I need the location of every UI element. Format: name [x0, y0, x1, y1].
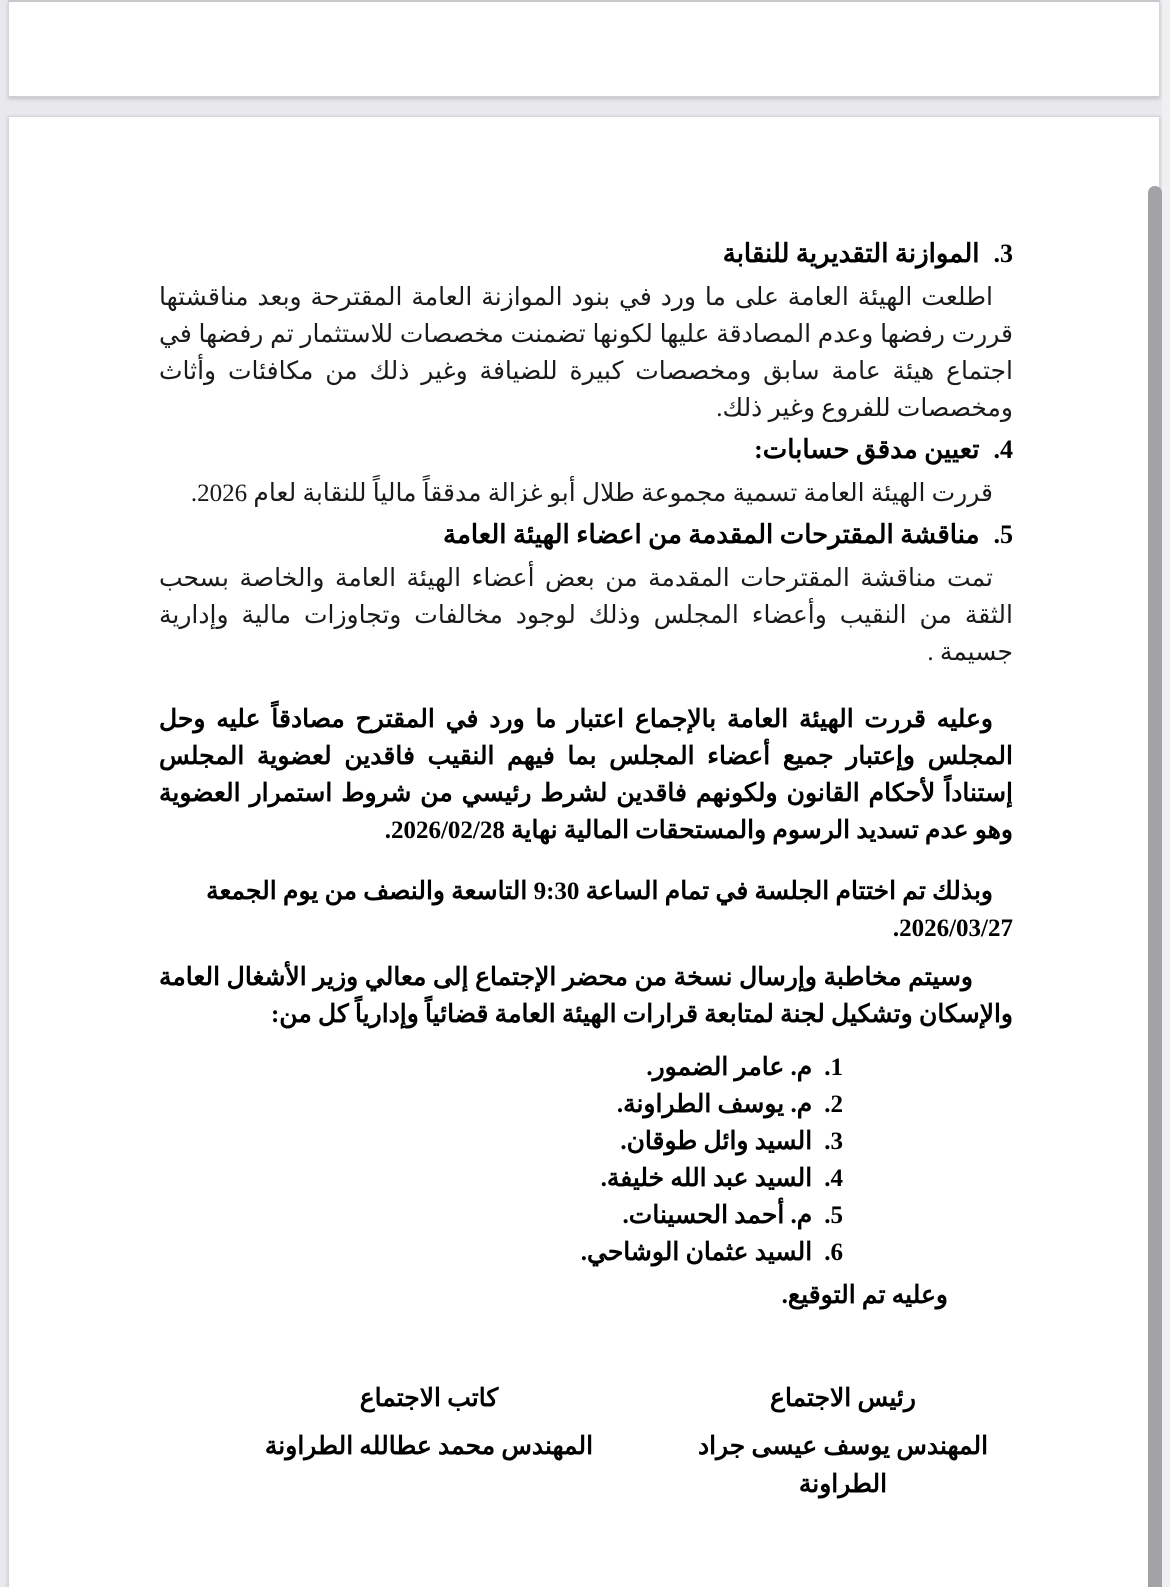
signature-chairman-title: رئيس الاجتماع [770, 1385, 916, 1412]
list-item-number: 2. [824, 1091, 843, 1118]
list-item-number: 5. [824, 1202, 843, 1229]
section-body-4: قررت الهيئة العامة تسمية مجموعة طلال أبو غزالة مدققاً مالياً للنقابة لعام 2026. [190, 480, 993, 507]
signature-block [159, 1380, 1013, 1504]
list-item-number: 1. [824, 1054, 843, 1081]
list-item-number: 3. [824, 1128, 843, 1155]
list-item-number: 6. [824, 1239, 843, 1266]
list-item [159, 1123, 843, 1160]
adjournment-paragraph: وبذلك تم اختتام الجلسة في تمام الساعة 9:30 التاسعة والنصف من يوم الجمعة [206, 878, 993, 905]
section-number: 5. [993, 520, 1013, 549]
followup-paragraph: وسيتم مخاطبة وإرسال نسخة من محضر الإجتماع إلى معالي وزير الأشغال العامة والإسكان وتشكيل لجنة لمتابعة قرارات الهيئة العامة قضائياً وإدارياً كل من: [159, 964, 1013, 1028]
section-body-3: اطلعت الهيئة العامة على ما ورد في بنود الموازنة العامة المقترحة وبعد مناقشتها قررت رفضها وعدم المصادقة عليها لكونها تضمنت مخصصات للاستثمار تم رفضها في اجتماع هيئة عامة سابق ومخصصات كبيرة للضيافة وغير ذلك من مكافئات وأثاث ومخصصات للفروع وغير ذلك. [159, 284, 1013, 422]
section-title: تعيين مدقق حسابات: [754, 435, 980, 464]
signature-secretary-name: المهندس محمد عطالله الطراونة [264, 1433, 594, 1460]
section-heading-3 [159, 235, 1013, 273]
list-item-name: م. يوسف الطراونة. [616, 1091, 813, 1118]
committee-members-list [159, 1049, 843, 1271]
resolution-paragraph: وعليه قررت الهيئة العامة بالإجماع اعتبار ما ورد في المقترح مصادقاً عليه وحل المجلس وإعتبار جميع أعضاء المجلس بما فيهم النقيب فاقدين لعضوية المجلس إستناداً لأحكام القانون ولكونهم فاقدين لشرط رئيسي من شروط استمرار العضوية وهو عدم تسديد الرسوم والمستحقات المالية نهاية 2026/02/28. [159, 706, 1013, 844]
section-heading-4 [159, 431, 1013, 469]
list-item [159, 1086, 843, 1123]
adjournment-date: 2026/03/27. [892, 915, 1013, 942]
list-item [159, 1049, 843, 1086]
signature-chairman [673, 1380, 1013, 1504]
section-number: 3. [993, 239, 1013, 268]
list-item [159, 1160, 843, 1197]
signature-secretary [259, 1380, 599, 1504]
section-body-5: تمت مناقشة المقترحات المقدمة من بعض أعضاء الهيئة العامة والخاصة بسحب الثقة من النقيب وأعضاء المجلس وذلك لوجود مخالفات وتجاوزات مالية وإدارية جسيمة . [159, 565, 1013, 666]
list-item [159, 1197, 843, 1234]
list-item-name: السيد عبد الله خليفة. [600, 1165, 813, 1192]
scrollbar-track[interactable] [1162, 0, 1170, 1587]
document-page [8, 116, 1160, 1587]
previous-page-sheet [8, 0, 1160, 97]
signoff-line: وعليه تم التوقيع. [781, 1282, 948, 1309]
scrollbar-thumb[interactable] [1148, 186, 1162, 1587]
list-item-name: السيد وائل طوقان. [620, 1128, 813, 1155]
list-item-name: السيد عثمان الوشاحي. [580, 1239, 813, 1266]
section-number: 4. [993, 435, 1013, 464]
list-item-name: م. عامر الضمور. [646, 1054, 813, 1081]
section-title: الموازنة التقديرية للنقابة [722, 239, 980, 268]
list-item-number: 4. [824, 1165, 843, 1192]
section-title: مناقشة المقترحات المقدمة من اعضاء الهيئة العامة [443, 520, 980, 549]
list-item [159, 1234, 843, 1271]
section-heading-5 [159, 516, 1013, 554]
signature-chairman-name: المهندس يوسف عيسى جراد الطراونة [697, 1433, 989, 1498]
list-item-name: م. أحمد الحسينات. [622, 1202, 813, 1229]
signature-secretary-title: كاتب الاجتماع [359, 1385, 499, 1412]
